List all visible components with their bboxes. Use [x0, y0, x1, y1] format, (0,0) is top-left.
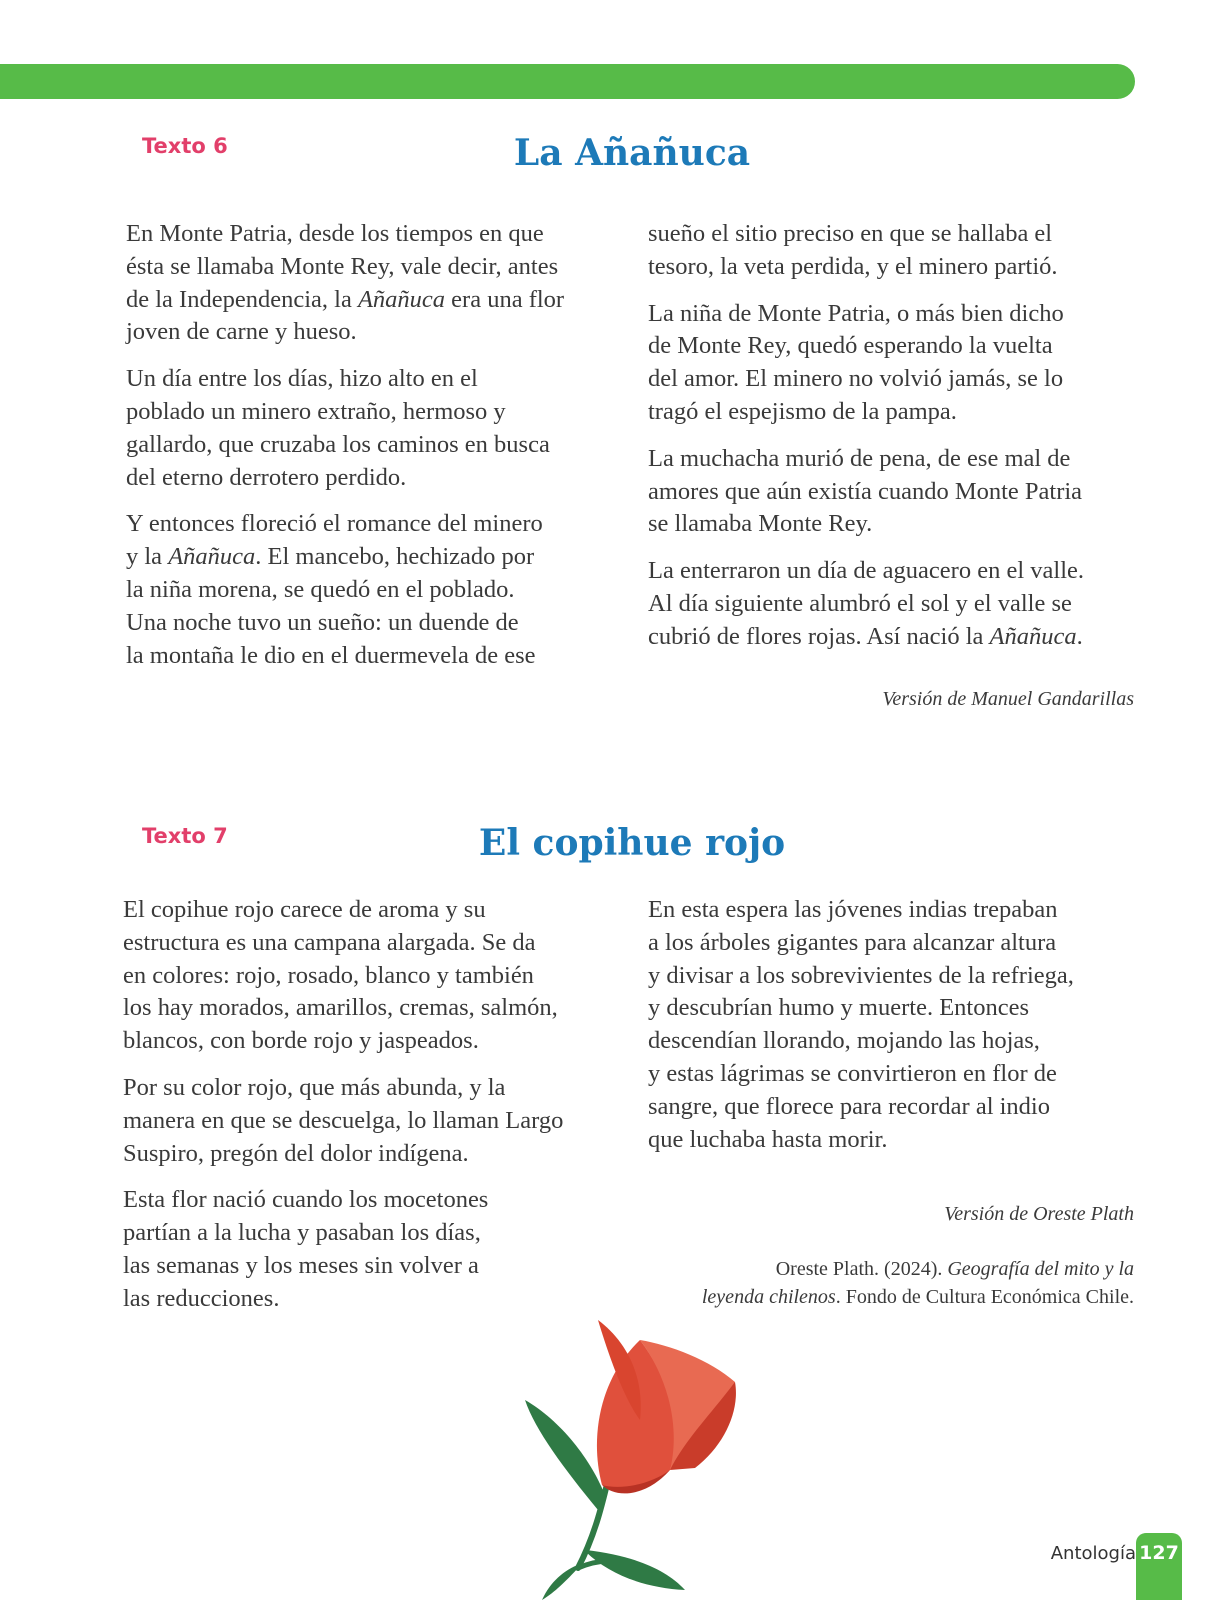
- header-bar: [0, 64, 1135, 99]
- bibliographic-reference: Oreste Plath. (2024). Geografía del mito y la leyenda chilenos. Fondo de Cultura Económica Chile.: [701, 1258, 1134, 1308]
- text-label: Texto 6: [142, 134, 228, 158]
- copihue-flower-icon: [520, 1320, 760, 1600]
- paragraph: En esta espera las jóvenes indias trepaban a los árboles gigantes para alcanzar altura y divisar a los sobrevivientes de la refriega, y descubrían humo y muerte. Entonces descendían llorando, mojando las hojas, y estas lágrimas se convirtieron en flor de sangre, que florece para recordar al indio que luchaba hasta morir.: [648, 896, 1074, 1153]
- paragraph: Esta flor nació cuando los mocetones partían a la lucha y pasaban los días, las semanas y los meses sin volver a las reducciones.: [123, 1186, 489, 1312]
- paragraph: Por su color rojo, que más abunda, y la manera en que se descuelga, lo llaman Largo Suspiro, pregón del dolor indígena.: [123, 1073, 564, 1167]
- paragraph: La muchacha murió de pena, de ese mal de amores que aún existía cuando Monte Patria se llamaba Monte Rey.: [648, 444, 1083, 538]
- paragraph: La enterraron un día de aguacero en el valle. Al día siguiente alumbró el sol y el valle se cubrió de flores rojas. Así nació la Añañuca.: [648, 557, 1084, 650]
- paragraph: sueño el sitio preciso en que se hallaba el tesoro, la veta perdida, y el minero partió.: [648, 220, 1058, 280]
- paragraph: Y entonces floreció el romance del minero y la Añañuca. El mancebo, hechizado por la niña morena, se quedó en el poblado. Una noche tuvo un sueño: un duende de la montaña le dio en el duermevela de ese: [126, 510, 543, 669]
- story-left-column: [126, 218, 606, 686]
- story-title: El copihue rojo: [478, 822, 786, 864]
- paragraph: La niña de Monte Patria, o más bien dicho de Monte Rey, quedó esperando la vuelta del amor. El minero no volvió jamás, se lo tragó el espejismo de la pampa.: [648, 299, 1064, 425]
- story-left-column: [123, 894, 613, 1330]
- page-number: 127: [1136, 1533, 1182, 1600]
- paragraph: En Monte Patria, desde los tiempos en que ésta se llamaba Monte Rey, vale decir, antes de la Independencia, la Añañuca era una flor joven de carne y hueso.: [126, 220, 565, 346]
- story-credit: Versión de Manuel Gandarillas: [882, 688, 1134, 710]
- story-title: La Añañuca: [513, 132, 751, 174]
- text-label: Texto 7: [142, 824, 228, 848]
- story-credit: Versión de Oreste Plath: [944, 1203, 1134, 1225]
- section-name: Antología: [1050, 1543, 1136, 1564]
- story-right-column: [648, 218, 1138, 668]
- paragraph: Un día entre los días, hizo alto en el poblado un minero extraño, hermoso y gallardo, que cruzaba los caminos en busca del eterno derrotero perdido.: [126, 365, 550, 491]
- story-right-column: [648, 894, 1138, 1170]
- paragraph: El copihue rojo carece de aroma y su estructura es una campana alargada. Se da en colores: rojo, rosado, blanco y también los hay morados, amarillos, cremas, salmón, blancos, con borde rojo y jaspeados.: [123, 896, 558, 1055]
